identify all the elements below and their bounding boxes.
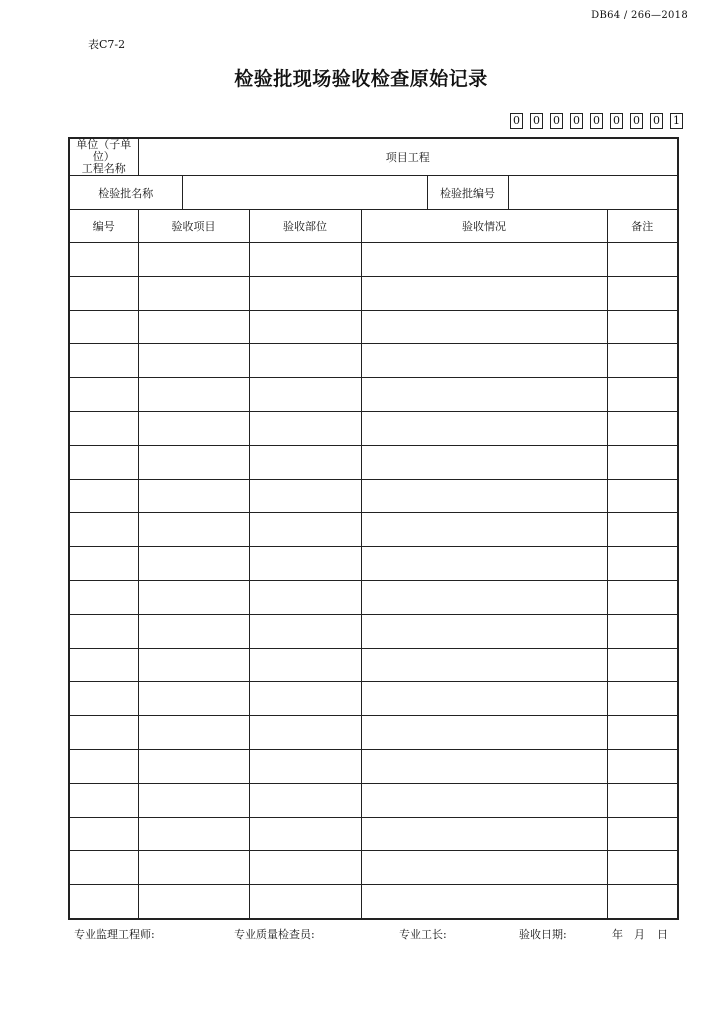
cell-location[interactable] bbox=[249, 749, 361, 783]
cell-remarks[interactable] bbox=[607, 851, 678, 885]
cell-item[interactable] bbox=[138, 547, 249, 581]
cell-location[interactable] bbox=[249, 479, 361, 513]
inspection-form-table bbox=[68, 137, 679, 920]
cell-location[interactable] bbox=[249, 682, 361, 716]
table-row bbox=[69, 682, 678, 716]
table-row bbox=[69, 749, 678, 783]
cell-item[interactable] bbox=[138, 243, 249, 277]
cell-status[interactable] bbox=[361, 243, 607, 277]
cell-status[interactable] bbox=[361, 716, 607, 750]
date-year: 年 bbox=[612, 928, 623, 941]
cell-status[interactable] bbox=[361, 445, 607, 479]
standard-number: DB64 / 266—2018 bbox=[591, 10, 688, 21]
cell-item[interactable] bbox=[138, 580, 249, 614]
batch-name-label: 检验批名称 bbox=[69, 176, 182, 210]
page-title: 检验批现场验收检查原始记录 bbox=[234, 68, 488, 90]
cell-remarks[interactable] bbox=[607, 276, 678, 310]
cell-remarks[interactable] bbox=[607, 479, 678, 513]
cell-status[interactable] bbox=[361, 547, 607, 581]
foreman-label: 专业工长: bbox=[399, 928, 447, 941]
cell-item[interactable] bbox=[138, 614, 249, 648]
cell-item[interactable] bbox=[138, 885, 249, 919]
col-header-number: 编号 bbox=[69, 210, 138, 243]
cell-location[interactable] bbox=[249, 783, 361, 817]
table-row bbox=[69, 243, 678, 277]
cell-status[interactable] bbox=[361, 885, 607, 919]
cell-status[interactable] bbox=[361, 817, 607, 851]
code-digit: 0 bbox=[550, 113, 563, 129]
cell-location[interactable] bbox=[249, 716, 361, 750]
cell-location[interactable] bbox=[249, 310, 361, 344]
col-header-status: 验收情况 bbox=[361, 210, 607, 243]
cell-number[interactable] bbox=[69, 411, 138, 445]
cell-number[interactable] bbox=[69, 310, 138, 344]
cell-number[interactable] bbox=[69, 851, 138, 885]
cell-location[interactable] bbox=[249, 445, 361, 479]
cell-remarks[interactable] bbox=[607, 378, 678, 412]
cell-status[interactable] bbox=[361, 580, 607, 614]
cell-status[interactable] bbox=[361, 749, 607, 783]
cell-location[interactable] bbox=[249, 243, 361, 277]
table-row bbox=[69, 716, 678, 750]
batch-number-field[interactable] bbox=[508, 176, 678, 210]
batch-number-label: 检验批编号 bbox=[427, 176, 508, 210]
table-row bbox=[69, 885, 678, 919]
record-code bbox=[510, 113, 683, 129]
cell-status[interactable] bbox=[361, 648, 607, 682]
date-day: 日 bbox=[657, 928, 668, 941]
cell-number[interactable] bbox=[69, 513, 138, 547]
code-digit: 0 bbox=[510, 113, 523, 129]
cell-item[interactable] bbox=[138, 310, 249, 344]
table-row bbox=[69, 851, 678, 885]
unit-label-line2: 工程名称 bbox=[81, 162, 126, 175]
cell-location[interactable] bbox=[249, 344, 361, 378]
table-row bbox=[69, 648, 678, 682]
cell-location[interactable] bbox=[249, 614, 361, 648]
cell-remarks[interactable] bbox=[607, 817, 678, 851]
cell-status[interactable] bbox=[361, 276, 607, 310]
cell-remarks[interactable] bbox=[607, 716, 678, 750]
cell-status[interactable] bbox=[361, 682, 607, 716]
code-digit: 0 bbox=[590, 113, 603, 129]
cell-number[interactable] bbox=[69, 885, 138, 919]
cell-remarks[interactable] bbox=[607, 411, 678, 445]
cell-remarks[interactable] bbox=[607, 243, 678, 277]
cell-number[interactable] bbox=[69, 547, 138, 581]
table-row bbox=[69, 378, 678, 412]
cell-item[interactable] bbox=[138, 411, 249, 445]
batch-name-field[interactable] bbox=[182, 176, 427, 210]
supervisor-label: 专业监理工程师: bbox=[74, 928, 155, 941]
col-header-remarks: 备注 bbox=[607, 210, 678, 243]
table-row bbox=[69, 276, 678, 310]
cell-item[interactable] bbox=[138, 445, 249, 479]
table-row bbox=[69, 614, 678, 648]
cell-item[interactable] bbox=[138, 276, 249, 310]
cell-remarks[interactable] bbox=[607, 310, 678, 344]
cell-number[interactable] bbox=[69, 614, 138, 648]
cell-status[interactable] bbox=[361, 851, 607, 885]
cell-remarks[interactable] bbox=[607, 445, 678, 479]
cell-number[interactable] bbox=[69, 783, 138, 817]
cell-status[interactable] bbox=[361, 310, 607, 344]
table-row bbox=[69, 817, 678, 851]
cell-item[interactable] bbox=[138, 648, 249, 682]
table-row bbox=[69, 344, 678, 378]
cell-remarks[interactable] bbox=[607, 614, 678, 648]
cell-status[interactable] bbox=[361, 614, 607, 648]
cell-item[interactable] bbox=[138, 749, 249, 783]
cell-remarks[interactable] bbox=[607, 580, 678, 614]
table-header-row bbox=[69, 210, 678, 243]
table-row bbox=[69, 445, 678, 479]
col-header-item: 验收项目 bbox=[138, 210, 249, 243]
cell-status[interactable] bbox=[361, 513, 607, 547]
cell-remarks[interactable] bbox=[607, 783, 678, 817]
cell-number[interactable] bbox=[69, 344, 138, 378]
inspector-label: 专业质量检查员: bbox=[234, 928, 315, 941]
cell-item[interactable] bbox=[138, 682, 249, 716]
unit-project-name-label bbox=[69, 138, 138, 176]
cell-remarks[interactable] bbox=[607, 885, 678, 919]
cell-remarks[interactable] bbox=[607, 648, 678, 682]
table-row bbox=[69, 547, 678, 581]
cell-location[interactable] bbox=[249, 411, 361, 445]
code-digit: 1 bbox=[670, 113, 683, 129]
table-row bbox=[69, 479, 678, 513]
cell-location[interactable] bbox=[249, 580, 361, 614]
cell-location[interactable] bbox=[249, 885, 361, 919]
cell-status[interactable] bbox=[361, 411, 607, 445]
cell-status[interactable] bbox=[361, 783, 607, 817]
cell-item[interactable] bbox=[138, 479, 249, 513]
table-row bbox=[69, 513, 678, 547]
code-digit: 0 bbox=[650, 113, 663, 129]
cell-number[interactable] bbox=[69, 479, 138, 513]
cell-status[interactable] bbox=[361, 479, 607, 513]
cell-location[interactable] bbox=[249, 648, 361, 682]
cell-item[interactable] bbox=[138, 783, 249, 817]
cell-item[interactable] bbox=[138, 344, 249, 378]
date-month: 月 bbox=[634, 928, 645, 941]
cell-location[interactable] bbox=[249, 378, 361, 412]
signature-footer bbox=[74, 926, 674, 942]
table-row bbox=[69, 783, 678, 817]
cell-number[interactable] bbox=[69, 648, 138, 682]
cell-number[interactable] bbox=[69, 243, 138, 277]
cell-location[interactable] bbox=[249, 817, 361, 851]
cell-remarks[interactable] bbox=[607, 749, 678, 783]
code-digit: 0 bbox=[570, 113, 583, 129]
date-label: 验收日期: bbox=[519, 928, 567, 941]
cell-number[interactable] bbox=[69, 817, 138, 851]
cell-number[interactable] bbox=[69, 378, 138, 412]
cell-number[interactable] bbox=[69, 445, 138, 479]
cell-number[interactable] bbox=[69, 749, 138, 783]
code-digit: 0 bbox=[530, 113, 543, 129]
cell-number[interactable] bbox=[69, 276, 138, 310]
cell-item[interactable] bbox=[138, 513, 249, 547]
unit-project-name-field[interactable]: 项目工程 bbox=[138, 138, 678, 176]
table-row bbox=[69, 310, 678, 344]
cell-location[interactable] bbox=[249, 851, 361, 885]
cell-status[interactable] bbox=[361, 378, 607, 412]
cell-remarks[interactable] bbox=[607, 513, 678, 547]
form-number: 表C7-2 bbox=[88, 38, 126, 51]
code-digit: 0 bbox=[630, 113, 643, 129]
table-row bbox=[69, 411, 678, 445]
cell-number[interactable] bbox=[69, 580, 138, 614]
cell-item[interactable] bbox=[138, 716, 249, 750]
cell-item[interactable] bbox=[138, 817, 249, 851]
cell-remarks[interactable] bbox=[607, 547, 678, 581]
code-digit: 0 bbox=[610, 113, 623, 129]
cell-remarks[interactable] bbox=[607, 682, 678, 716]
cell-number[interactable] bbox=[69, 716, 138, 750]
col-header-location: 验收部位 bbox=[249, 210, 361, 243]
cell-item[interactable] bbox=[138, 378, 249, 412]
cell-status[interactable] bbox=[361, 344, 607, 378]
cell-item[interactable] bbox=[138, 851, 249, 885]
table-row bbox=[69, 580, 678, 614]
cell-number[interactable] bbox=[69, 682, 138, 716]
cell-location[interactable] bbox=[249, 547, 361, 581]
cell-remarks[interactable] bbox=[607, 344, 678, 378]
cell-location[interactable] bbox=[249, 513, 361, 547]
cell-location[interactable] bbox=[249, 276, 361, 310]
unit-label-line1: 单位（子单位） bbox=[76, 138, 132, 163]
